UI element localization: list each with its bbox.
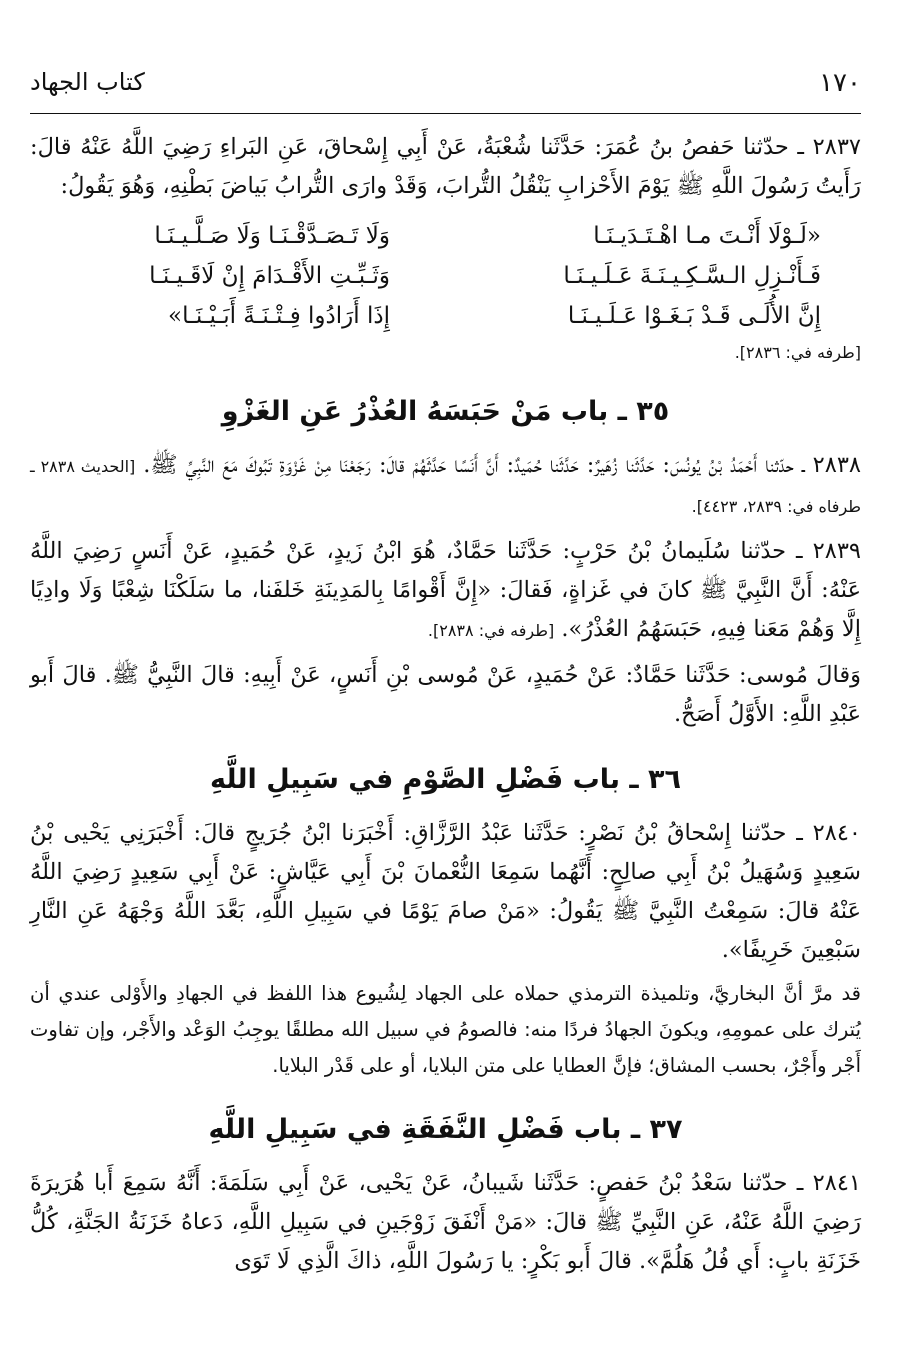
hadith-2839-reference: [طرفه في: ٢٨٣٨]. bbox=[427, 621, 555, 640]
hadith-2840: ٢٨٤٠ ـ حدّثنا إِسْحاقُ بْنُ نَصْرٍ: حَدَّثَنا عَبْدُ الرَّزَّاقِ: أَخْبَرَنا ابْنُ جُرَيجٍ قالَ: أَخْبَرَنِي يَحْيى بْنُ سَعِيدٍ وَسُهَيلُ بْنُ أَبِي صالِحٍ: أَنَّهُما سَمِعَا النُّعْمانَ بْنَ أَبِي عَيَّاشٍ: عَنْ أَبِي سَعِيدٍ رَضِيَ اللَّهُ عَنْهُ قالَ: سَمِعْتُ النَّبِيَّ ﷺ يَقُولُ: «مَنْ صامَ يَوْمًا في سَبِيلِ اللَّهِ، بَعَّدَ اللَّهُ وَجْهَهُ عَنِ النَّارِ سَبْعِينَ خَرِيفًا». bbox=[30, 820, 861, 963]
hadith-2837-reference: [طرفه في: ٢٨٣٦]. bbox=[734, 343, 861, 362]
header-rule bbox=[30, 113, 861, 114]
poem-hemistich: وَثَـبِّـتِ الأَقْـدَامَ إِنْ لَاقَـيـنَـا bbox=[149, 263, 390, 289]
hadith-2839-text: ٢٨٣٩ ـ حدّثنا سُلَيمانُ بْنُ حَرْبٍ: حَدَّثَنا حَمَّادٌ، هُوَ ابْنُ زَيدٍ، عَنْ حُمَيدٍ، عَنْ أَنَسٍ رَضِيَ اللَّهُ عَنْهُ: أَنَّ النَّبِيَّ ﷺ كانَ في غَزاةٍ، فَقالَ: «إِنَّ أَقْوامًا بِالمَدِينَةِ خَلفَنا، ما سَلَكْنَا شِعْبًا وَلَا وادِيًا إِلَّا وَهُمْ مَعَنا فِيهِ، حَبَسَهُمُ العُذْرُ». bbox=[30, 538, 861, 642]
hadith-2838-reference: [الحديث ٢٨٣٨ ـ طرفاه في: ٢٨٣٩، ٤٤٢٣]. bbox=[30, 457, 861, 516]
page-body bbox=[30, 128, 861, 1281]
hadith-2839 bbox=[30, 532, 861, 650]
poem-row bbox=[30, 216, 861, 256]
poem bbox=[30, 216, 861, 336]
hadith-2837: ٢٨٣٧ ـ حدّثنا حَفصُ بنُ عُمَرَ: حَدَّثَنا شُعْبَةُ، عَنْ أَبِي إِسْحاقَ، عَنِ البَراءِ رَضِيَ اللَّهُ عَنْهُ قالَ: رَأَيتُ رَسُولَ اللَّهِ ﷺ يَوْمَ الأَحْزابِ يَنْقُلُ التُّرابَ، وَقَدْ وارَى التُّرابُ بَياضَ بَطْنِهِ، وَهُوَ يَقُولُ: bbox=[30, 134, 861, 199]
hadith-2838-text: ٢٨٣٨ ـ حدّثنا أَحْمَدُ بْنُ يُونُسَ: حَدَّثَنا زُهَيرٌ: حَدَّثَنا حُمَيدٌ: أَنَّ أَنَسًا حَدَّثَهُمْ قالَ: رَجَعْنَا مِنْ غَزْوَةِ تَبُوكَ مَعَ النَّبِيِّ ﷺ. bbox=[143, 452, 861, 478]
poem-hemistich: إِذَا أَرَادُوا فِـتْـنَـةً أَبَـيْـنَـا» bbox=[168, 303, 390, 329]
musa-narration: وَقالَ مُوسى: حَدَّثَنا حَمَّادٌ: عَنْ حُمَيدٍ، عَنْ مُوسى بْنِ أَنَسٍ، عَنْ أَبِيهِ: قالَ النَّبِيُّ ﷺ. قالَ أَبو عَبْدِ اللَّهِ: الأَوَّلُ أَصَحُّ. bbox=[30, 662, 861, 727]
chapter-37-heading: ٣٧ ـ باب فَضْلِ النَّفَقَةِ في سَبِيلِ اللَّهِ bbox=[208, 1114, 683, 1145]
poem-hemistich: وَلَا تَـصَـدَّقْـنَـا وَلَا صَـلَّـيـنَـا bbox=[154, 223, 390, 249]
page-number: ١٧٠ bbox=[819, 68, 861, 98]
running-head bbox=[30, 60, 861, 100]
poem-hemistich: فَـأَنْـزِلِ الـسَّـكِـيـنَـةَ عَـلَـيـنَـا bbox=[563, 263, 821, 289]
poem-row bbox=[30, 296, 861, 336]
book-title: كتاب الجهاد bbox=[30, 68, 145, 96]
poem-hemistich: «لَـوْلَا أَنْـتَ مـا اهْـتَـدَيـنَـا bbox=[593, 223, 821, 249]
hadith-2841: ٢٨٤١ ـ حدّثنا سَعْدُ بْنُ حَفصٍ: حَدَّثَنا شَيبانُ، عَنْ يَحْيى، عَنْ أَبِي سَلَمَةَ: أَنَّهُ سَمِعَ أَبا هُرَيرَةَ رَضِيَ اللَّهُ عَنْهُ، عَنِ النَّبِيِّ ﷺ قالَ: «مَنْ أَنْفَقَ زَوْجَينِ في سَبِيلِ اللَّهِ، دَعاهُ خَزَنَةُ الجَنَّةِ، كُلُّ خَزَنَةِ بابٍ: أَي فُلُ هَلُمَّ». قالَ أَبو بَكْرٍ: يا رَسُولَ اللَّهِ، ذاكَ الَّذِي لَا تَوَى bbox=[30, 1170, 861, 1274]
poem-row bbox=[30, 256, 861, 296]
commentary-note: قد مرَّ أنَّ البخاريَّ، وتلميذة الترمذي حملاه على الجهاد لِشُيوع هذا اللفظ في الجهادِ والأَوْلى عندي أن يُترك على عمومِهِ، ويكونَ الجهادُ فردًا منه: فالصومُ في سبيل الله مطلقًا يوجِبُ الوَعْد والأَجْر، وإن تفاوت أَجْر وأَجْرٌ، بحسب المشاق؛ فإنَّ العطايا على متن البلايا، أو على قَدْر البلايا. bbox=[30, 982, 861, 1077]
chapter-36-heading: ٣٦ ـ باب فَضْلِ الصَّوْمِ في سَبِيلِ اللَّهِ bbox=[210, 764, 681, 795]
chapter-35-heading: ٣٥ ـ باب مَنْ حَبَسَهُ العُذْرُ عَنِ الغَزْوِ bbox=[221, 396, 670, 427]
hadith-2838 bbox=[30, 446, 861, 526]
poem-hemistich: إِنَّ الأُلَـى قَـدْ بَـغَـوْا عَـلَـيـنَـا bbox=[567, 303, 821, 329]
